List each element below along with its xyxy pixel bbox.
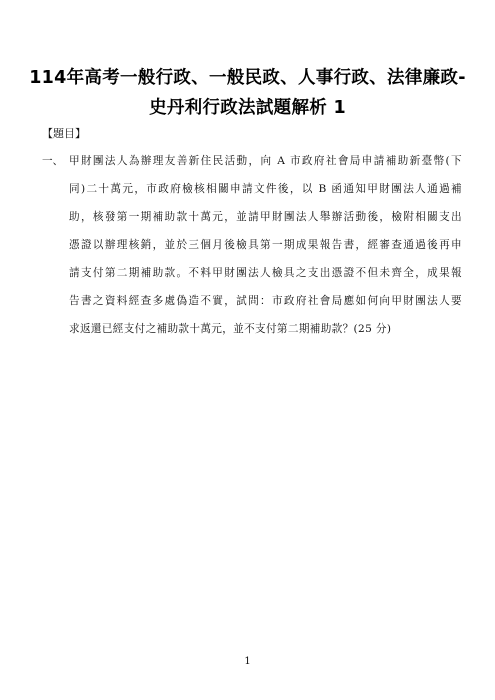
question-line: 助，核發第一期補助款十萬元，並請甲財團法人舉辦活動後，檢附相關支出 (69, 211, 462, 223)
question-line: 甲財團法人為辦理友善新住民活動，向 A 市政府社會局申請補助新臺幣(下 (69, 155, 462, 167)
question-line: 同)二十萬元，市政府檢核相關申請文件後，以 B 函通知甲財團法人通過補 (69, 183, 462, 195)
question-number: 一、 (42, 155, 64, 167)
question-line: 求返還已經支付之補助款十萬元，並不支付第二期補助款？(25 分) (69, 323, 392, 335)
question-line: 憑證以辦理核銷，並於三個月後檢具第一期成果報告書，經審查通過後再申 (69, 239, 462, 251)
section-label: 【題目】 (42, 127, 86, 140)
question-line: 告書之資料經查多處偽造不實，試問：市政府社會局應如何向甲財團法人要 (69, 295, 462, 307)
document-title-line1: 114年高考一般行政、一般民政、人事行政、法律廉政- (29, 68, 466, 88)
document-title-line2: 史丹利行政法試題解析 1 (149, 98, 346, 118)
page-number: 1 (244, 656, 251, 667)
question-line: 請支付第二期補助款。不料甲財團法人檢具之支出憑證不但未齊全，成果報 (69, 267, 462, 279)
